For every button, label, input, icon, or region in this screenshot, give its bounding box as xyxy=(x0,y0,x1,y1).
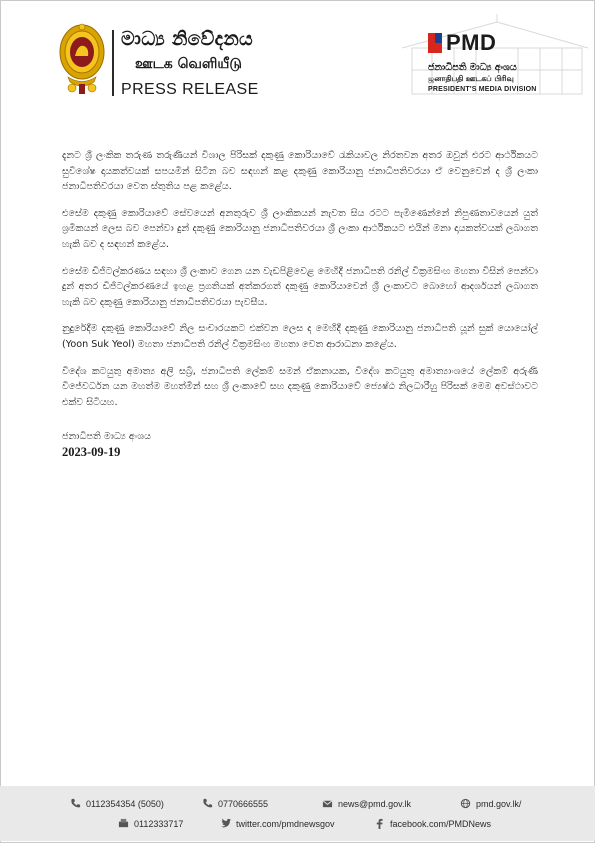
facebook-page[interactable]: facebook.com/PMDNews xyxy=(390,818,492,829)
division-name xyxy=(428,62,537,95)
website-url[interactable]: pmd.gov.lk/ xyxy=(476,798,522,809)
footer-fax xyxy=(118,818,183,829)
contact-footer xyxy=(0,786,595,841)
email-icon xyxy=(322,798,333,809)
division-sinhala: ජනාධිපති මාධ්‍ය අංශය xyxy=(428,62,517,73)
body-paragraph: විදේශ කටයුතු අමාත්‍ය අලි සබ්‍රි, ජනාධිපති ලේකම් සමන් ඒකනායක, විදේශ කටයුතු අමාත්‍යාංශයේ ලේකම් අරුණි විජේවර්ධන යන මහත්ම මහත්මීන් සහ ශ්‍රී ලංකාවේ සහ දකුණු කොරියාවේ ජ්‍යෙෂ්ඨ නිලධාරීහු පිරිසක් මෙම අවස්ථාවට එක්ව සිටියහ. xyxy=(62,365,538,408)
phone-number: 0112354354 (5050) xyxy=(86,798,164,809)
division-tamil: ஜனாதிபதி ஊடகப் பிரிவு xyxy=(428,74,514,83)
press-release-body xyxy=(62,148,538,421)
mobile-number: 0770666555 xyxy=(218,798,269,809)
footer-phone xyxy=(70,798,164,809)
footer-mobile xyxy=(202,798,268,809)
title-tamil: ஊடக வெளியீடு xyxy=(135,56,242,72)
title-sinhala: මාධ්‍ය නිවේදනය xyxy=(121,28,254,50)
header-divider xyxy=(112,30,114,96)
footer-facebook xyxy=(374,818,491,829)
globe-icon xyxy=(460,798,471,809)
title-english: PRESS RELEASE xyxy=(121,81,259,98)
footer-email xyxy=(322,798,411,809)
press-release-title xyxy=(121,28,259,99)
signoff xyxy=(62,430,151,460)
twitter-handle[interactable]: twitter.com/pmdnewsgov xyxy=(236,818,335,829)
pmd-logo-mark-icon xyxy=(428,33,442,53)
footer-twitter xyxy=(220,818,335,829)
body-paragraph: නුදුරේදීම දකුණු කොරියාවේ නිල සංචාරයකට එක්වන ලෙස ද මෙහිදී දකුණු කොරියානු ජනාධිපති යූන් සුක් යොයෝල් (Yoon Suk Yeol) මහතා ජනාධිපති රනිල් වික්‍රමසිංහ මහතා වෙත ආරාධනා කළේය. xyxy=(62,323,538,350)
body-paragraph: එසේම ඩිජිටල්කරණය සඳහා ශ්‍රී ලංකාව ගෙන යන වැඩපිළිවෙළ මෙහිදී ජනාධිපති රනිල් වික්‍රමසිංහ මහතා විසින් පෙන්වා දුන් අතර ඩිජිටල්කරණයේ ඉහළ ප්‍රගතියක් අත්කරගත් දකුණු කොරියාවෙන් ශ්‍රී ලංකාවට බොහෝ ආදර්ශයන් ලබාගත හැකි බව දකුණු කොරියානු ජනාධිපතිවරයා පැවසීය. xyxy=(62,265,538,308)
footer-website xyxy=(460,798,521,809)
signoff-date: 2023-09-19 xyxy=(62,445,121,459)
body-paragraph: දැනට ශ්‍රී ලංකික තරුණ තරුණියන් විශාල පිරිසක් දකුණු කොරියාවේ රැකියාවල නිරතවන අතර ඔවුන් එරට ආර්ථිකයට සුවිශේෂ දායකත්වයක් සපයමින් සිටින බව සඳහන් කළ දකුණු කොරියානු ජනාධිපතිවරයා ඒ වෙනුවෙන් ද ශ්‍රී ලංකා ජනාධිපතිවරයා වෙත ස්තුතිය පළ කළේය. xyxy=(62,150,538,193)
fax-icon xyxy=(118,818,129,829)
pmd-logo-text: PMD xyxy=(446,30,497,55)
mobile-phone-icon xyxy=(202,798,213,809)
email-address[interactable]: news@pmd.gov.lk xyxy=(338,798,411,809)
twitter-icon xyxy=(220,818,231,829)
fax-number: 0112333717 xyxy=(134,818,184,829)
division-english: PRESIDENT'S MEDIA DIVISION xyxy=(428,86,537,93)
facebook-icon xyxy=(374,818,385,829)
signoff-department: ජනාධිපති මාධ්‍ය අංශය xyxy=(62,431,151,442)
pmd-logo xyxy=(428,30,496,56)
body-paragraph: එසේම දකුණු කොරියාවේ සේවයෙන් අනතුරුව ශ්‍රී ලාංකිකයන් නැවත සිය රටට පැමිණෙන්නේ නිපුණතාවයෙන් යුත් ශ්‍රමිකයන් ලෙස බව පෙන්වා දුන් දකුණු කොරියානු ජනාධිපතිවරයා ශ්‍රී ලංකා ආර්ථිකයට එයින් මනා දායකත්වයක් ලබාගත හැකි බව ද සඳහන් කළේය. xyxy=(62,207,538,250)
sri-lanka-emblem-icon xyxy=(58,22,106,96)
phone-icon xyxy=(70,798,81,809)
